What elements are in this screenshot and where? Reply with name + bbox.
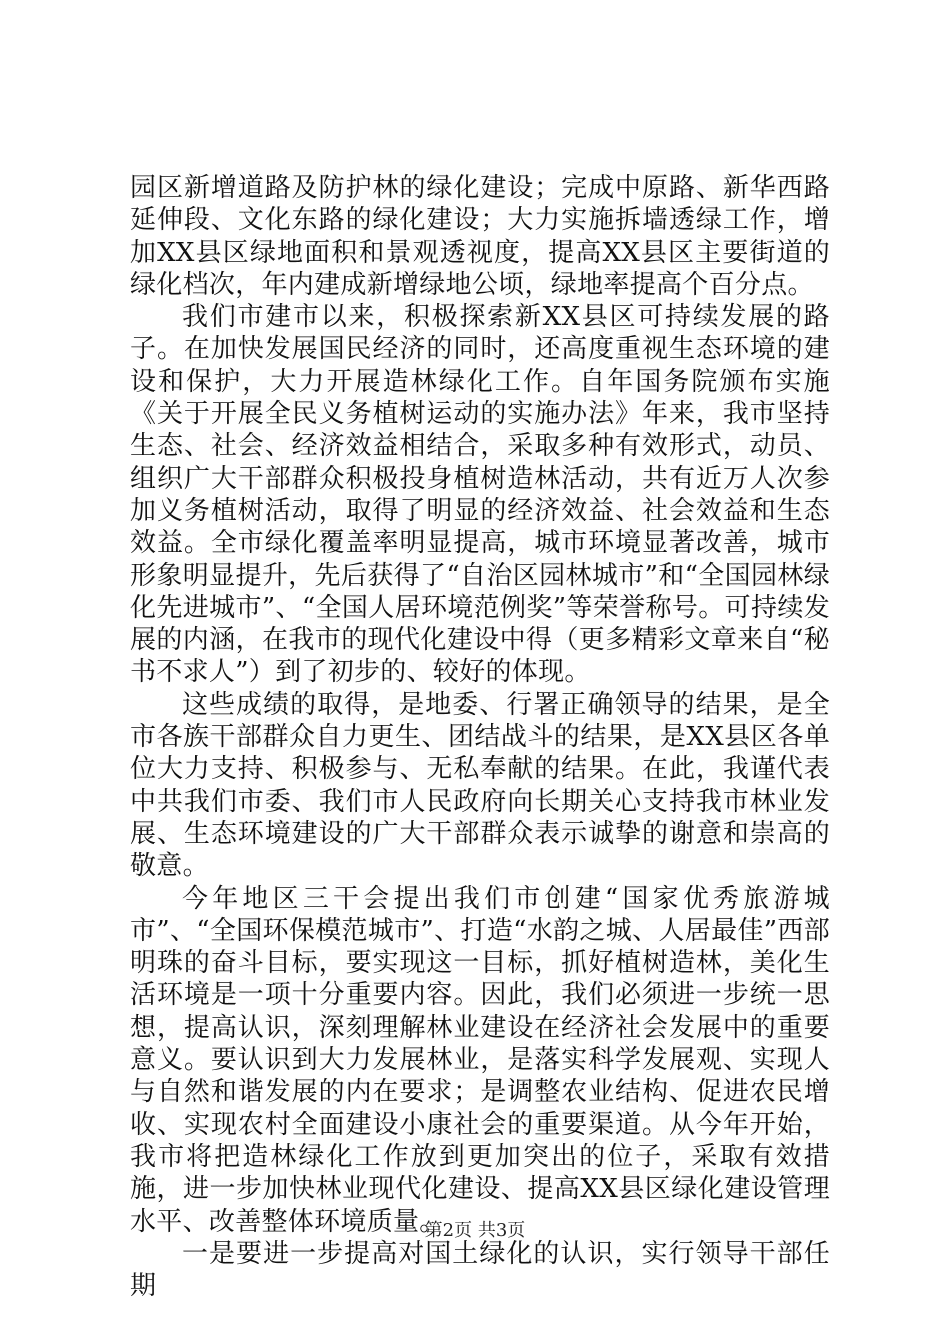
paragraph-4: 今年地区三干会提出我们市创建“国家优秀旅游城市”、“全国环保模范城市”、打造“水韵之城、人居最佳”西部明珠的奋斗目标，要实现这一目标，抓好植树造林，美化生活环境是一项十分重要内容。因此，我们必须进一步统一思想，提高认识，深刻理解林业建设在经济社会发展中的重要意义。要认识到大力发展林业，是落实科学发展观、实现人与自然和谐发展的内在要求；是调整农业结构、促进农民增收、实现农村全面建设小康社会的重要渠道。从今年开始，我市将把造林绿化工作放到更加突出的位子，采取有效措施，进一步加快林业现代化建设、提高XX县区绿化建设管理水平、改善整体环境质量。 bbox=[130, 883, 830, 1237]
paragraph-5: 一是要进一步提高对国土绿化的认识，实行领导干部任期 bbox=[130, 1238, 830, 1302]
paragraph-2: 我们市建市以来，积极探索新XX县区可持续发展的路子。在加快发展国民经济的同时，还高度重视生态环境的建设和保护，大力开展造林绿化工作。自年国务院颁布实施《关于开展全民义务植树运动的实施办法》年来，我市坚持生态、社会、经济效益相结合，采取多种有效形式，动员、组织广大干部群众积极投身植树造林活动，共有近万人次参加义务植树活动，取得了明显的经济效益、社会效益和生态效益。全市绿化覆盖率明显提高，城市环境显著改善，城市形象明显提升，先后获得了“自治区园林城市”和“全国园林绿化先进城市”、“全国人居环境范例奖”等荣誉称号。可持续发展的内涵，在我市的现代化建设中得（更多精彩文章来自“秘书不求人”）到了初步的、较好的体现。 bbox=[130, 302, 830, 688]
paragraph-1: 园区新增道路及防护林的绿化建设；完成中原路、新华西路延伸段、文化东路的绿化建设；大力实施拆墙透绿工作，增加XX县区绿地面积和景观透视度，提高XX县区主要街道的绿化档次，年内建成新增绿地公顷，绿地率提高个百分点。 bbox=[130, 173, 830, 300]
paragraph-3: 这些成绩的取得，是地委、行署正确领导的结果，是全市各族干部群众自力更生、团结战斗的结果，是XX县区各单位大力支持、积极参与、无私奉献的结果。在此，我谨代表中共我们市委、我们市人民政府向长期关心支持我市林业发展、生态环境建设的广大干部群众表示诚挚的谢意和崇高的敬意。 bbox=[130, 689, 830, 882]
document-body bbox=[130, 172, 830, 1302]
page-footer: 第2页 共3页 bbox=[424, 1220, 526, 1241]
